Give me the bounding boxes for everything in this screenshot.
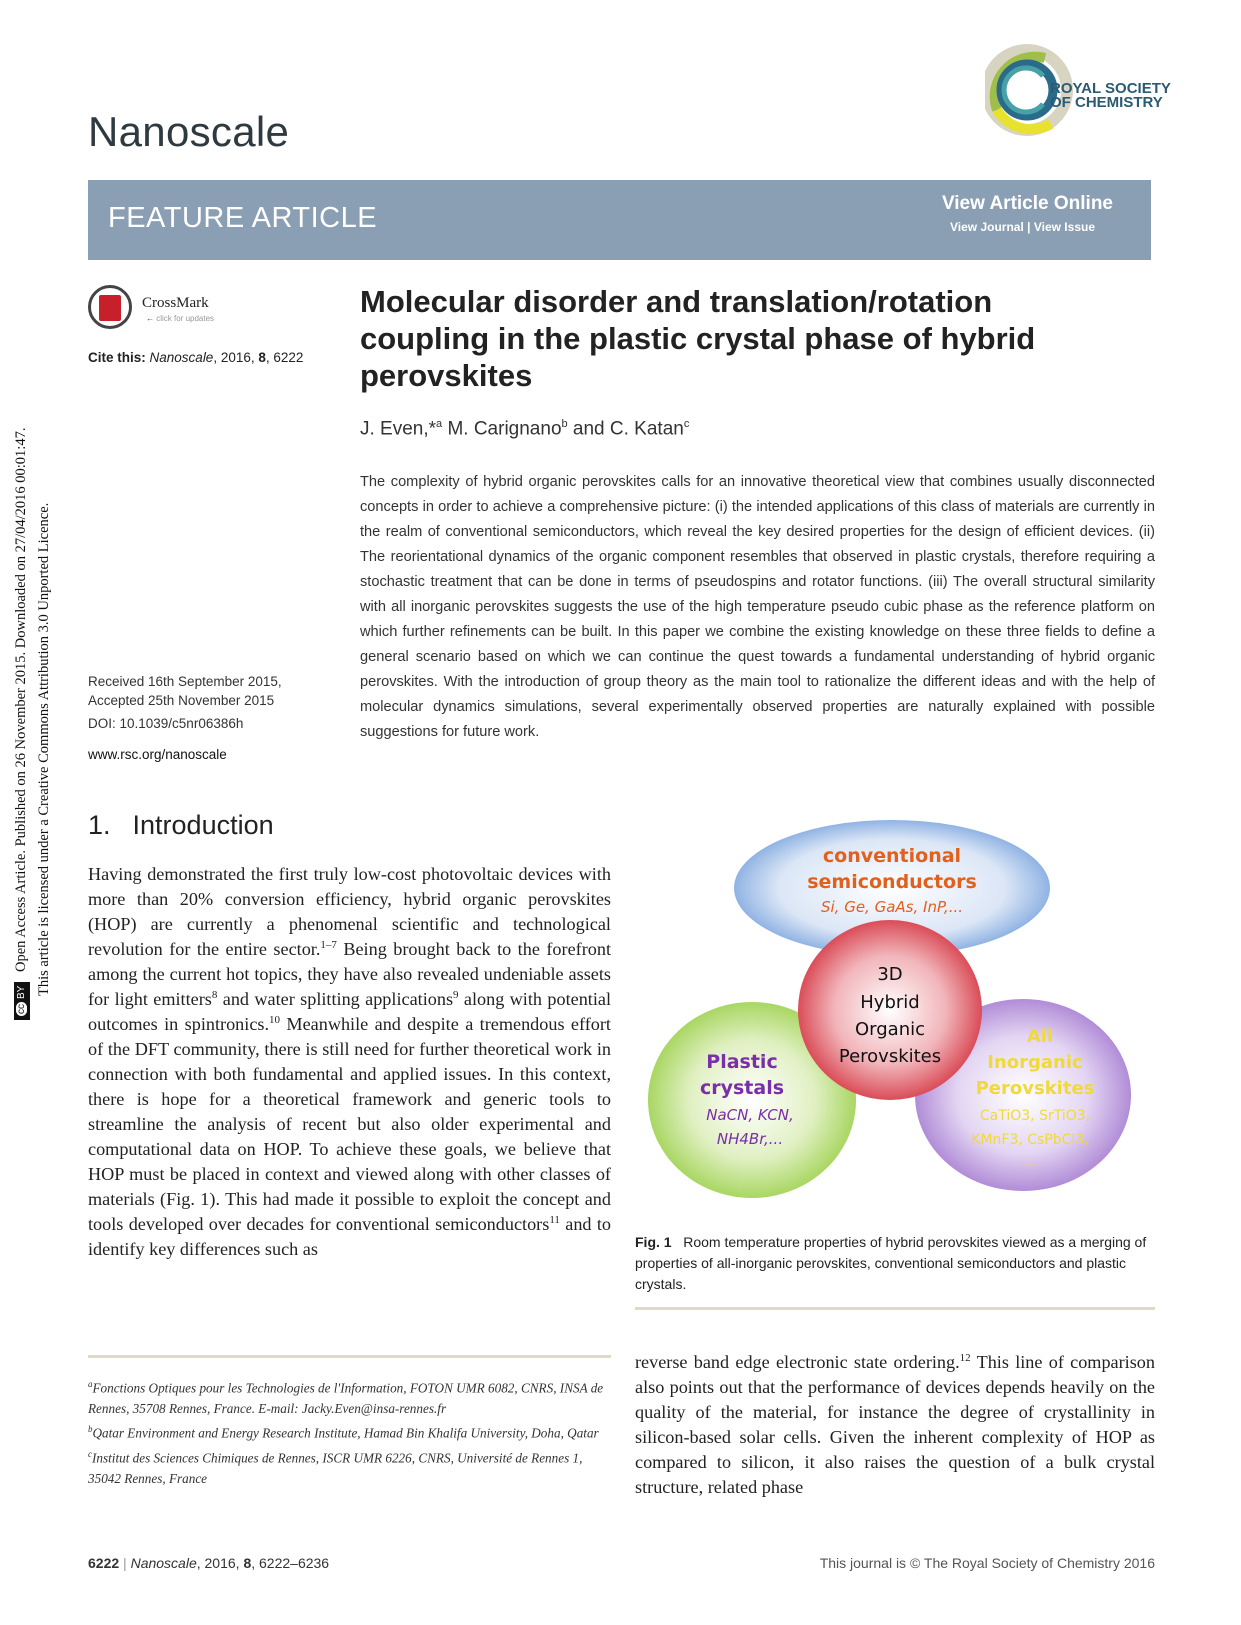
crossmark-label: CrossMark [142,295,209,311]
affiliation-sup: b [88,1424,93,1435]
cite-volume: 8 [258,350,266,365]
left-bubble-title-1: Plastic [706,1051,778,1073]
abstract: The complexity of hybrid organic perovskites calls for an innovative theoretical view that combines usually disconnected concepts in order to achieve a comprehensive picture: (i) the intended applications of this class of materials are currently in the realm of conventional semiconductors, which reveal the key desired properties for the design of efficient devices. (ii) The reorientational dynamics of the organic component resembles that observed in plastic crystals, therefore requiring a stochastic treatment that can be done in terms of pseudospins and rotator functions. (iii) The overall structural similarity with all inorganic perovskites suggests the use of the high temperature pseudo cubic phase as the reference platform on which further refinements can be built. In this paper we combine the existing knowledge on these three fields to define a general scenario based on which we can continue the quest towards a fundamental understanding of hybrid organic perovskites. With the introduction of group theory as the main tool to rationalize the different ideas and with the help of molecular dynamics simulations, several experimentally observed properties are naturally explained with possible suggestions for future work. [360,474,1155,740]
cite-this [88,350,303,365]
view-links [950,220,1095,234]
text-run: along with potential outcomes in spintronics. [88,989,612,1034]
intro-paragraph [88,862,611,1262]
received-date: Received 16th September 2015, [88,674,282,689]
author-affil-sup: c [683,418,690,430]
top-bubble-examples: Si, Ge, GaAs, InP,... [820,898,964,916]
text-run: Being brought back to the forefront among the current hot topics, they have also revealed undeniable assets for light emitters [88,939,611,1009]
left-bubble-examples-2: NH4Br,... [716,1130,784,1148]
citation-ref[interactable]: 1–7 [320,938,337,951]
author-affil-sup: b [561,418,568,430]
rsc-wordmark-line1: ROYAL SOCIETY [1050,80,1171,97]
doi[interactable]: DOI: 10.1039/c5nr06386h [88,716,244,731]
left-bubble-examples-1: NaCN, KCN, [706,1106,794,1124]
center-bubble-line-3: Organic [854,1019,926,1040]
author-affil-sup: a [436,418,443,430]
cc-badge-label: cc [15,1004,27,1014]
affiliation-text: Qatar Environment and Energy Research Institute, Hamad Bin Khalifa University, Doha, Qatar [92,1425,599,1441]
right-bubble-examples-1: CaTiO3, SrTiO3, [979,1108,1091,1124]
author-carignano: M. Carignano [442,418,562,440]
figure-divider [635,1307,1155,1310]
citation-ref[interactable]: 11 [549,1213,560,1226]
center-bubble-line-2: Hybrid [860,992,920,1013]
footer-journal: Nanoscale [130,1555,197,1571]
caption-label: Fig. 1 [635,1234,672,1250]
right-bubble-examples-2: KMnF3, CsPbCl3, [971,1132,1089,1148]
affiliation-sup: a [88,1379,93,1389]
rsc-wordmark-line2: OF CHEMISTRY [1050,94,1163,111]
figure-1-caption [635,1232,1155,1295]
top-bubble-title-2: semiconductors [807,871,977,893]
page-footer-left [88,1555,329,1571]
text-run: reverse band edge electronic state ordering. [635,1352,960,1372]
affiliation-c [88,1444,611,1489]
author-katan: and C. Katan [567,418,684,440]
logo-c-mark [1004,68,1043,112]
open-access-notice [10,20,56,1020]
crossmark-icon [88,285,132,329]
by-badge-label: BY [15,985,27,999]
affiliation-a [88,1374,611,1419]
logo-ring-inner [1001,64,1053,116]
article-type-label: FEATURE ARTICLE [108,202,378,234]
section-number: 1. [88,810,111,840]
intro-paragraph-continued [635,1350,1155,1500]
top-bubble-title-1: conventional [822,845,962,867]
crossmark-button[interactable] [88,285,228,337]
right-bubble-title-3: Perovskites [975,1078,1095,1099]
author-even: J. Even,* [360,418,437,440]
view-article-online-link[interactable]: View Article Online [941,193,1113,214]
journal-url[interactable]: www.rsc.org/nanoscale [88,747,227,762]
publication-notice: Open Access Article. Published on 26 November 2015. Downloaded on 27/04/2016 00:01:47. [13,427,29,973]
affiliation-text: Fonctions Optiques pour les Technologies de l'Information, FOTON UMR 6082, CNRS, INSA de Rennes, 35708 Rennes, France. E-mail: Jacky.Even@insa-rennes.fr [88,1380,604,1417]
history-dates [88,672,282,710]
crossmark-sub: ← click for updates [146,314,215,323]
right-bubble-title-1: All [1026,1026,1054,1047]
view-issue-link[interactable]: View Issue [1033,220,1095,234]
footer-pages: , 6222–6236 [251,1555,330,1571]
journal-title: Nanoscale [88,108,290,155]
center-bubble-line-4: Perovskites [838,1046,942,1067]
footer-volume: 8 [243,1555,252,1571]
right-bubble-examples-3: ... [1021,1154,1035,1170]
crossmark-sub-text: click for updates [156,314,215,323]
copyright-notice: This journal is © The Royal Society of Chemistry 2016 [819,1555,1155,1571]
right-bubble-title-2: Inorganic [987,1052,1083,1073]
section-heading [88,810,274,841]
text-run: Meanwhile and despite a tremendous effort of the DFT community, there is still need for further theoretical work in connection with both fundamental and applied issues. In this context, there is hope for a theoretical framework and generic tools to streamline the analysis of recent but also older experimental and computational data on HOP. To achieve these goals, we believe that HOP must be placed in context and viewed along with other classes of materials (Fig. 1). This had made it possible to exploit the concept and tools developed over decades for conventional semiconductors [88,1014,611,1234]
article-title: Molecular disorder and translation/rotation coupling in the plastic crystal phase of hybrid perovskites [360,284,1036,393]
cite-year: , 2016, [213,350,259,365]
licence-line[interactable]: This article is licensed under a Creative Commons Attribution 3.0 Unported Licence. [36,502,52,996]
figure-1-diagram [640,820,1150,1220]
footnote-divider [88,1355,611,1358]
page-number: 6222 [88,1555,120,1571]
affiliation-sup: c [88,1448,92,1459]
caption-text: Room temperature properties of hybrid perovskites viewed as a merging of properties of all-inorganic perovskites, conventional semiconductors and plastic crystals. [635,1234,1147,1292]
text-run: Having demonstrated the first truly low-cost photovoltaic devices with more than 20% conversion efficiency, hybrid organic perovskites (HOP) are currently a phenomenal scientific and technological revolution for the entire sector. [88,864,611,959]
open-access-line [10,20,33,1020]
citation-ref[interactable]: 12 [959,1351,971,1364]
section-title: Introduction [132,810,274,840]
center-bubble-line-1: 3D [877,964,903,985]
author-list [360,418,689,440]
view-links-separator: | [1027,220,1031,234]
left-bubble-title-2: crystals [699,1077,785,1099]
footer-year: , 2016, [196,1555,244,1571]
text-run: and to identify key differences such as [88,1214,611,1259]
affiliation-b [88,1419,611,1443]
view-journal-link[interactable]: View Journal [949,220,1024,234]
footer-separator: | [123,1555,127,1571]
feature-banner [88,180,1151,260]
citation-ref[interactable]: 9 [453,988,459,1001]
affiliation-footnotes [88,1374,611,1489]
text-run: This line of comparison also points out that the performance of devices depends heavily on the quality of the material, for instance the degree of crystallinity in silicon-based solar cells. Given the inherent complexity of HOP as compared to silicon, it also raises the question of a bulk crystal structure, related phase [635,1352,1155,1497]
citation-ref[interactable]: 10 [269,1013,281,1026]
affiliation-text: Institut des Sciences Chimiques de Rennes, ISCR UMR 6226, CNRS, Université de Rennes 1, 35042 Rennes, France [88,1450,583,1487]
accepted-date: Accepted 25th November 2015 [88,693,275,708]
cite-prefix: Cite this: [88,350,146,365]
cite-journal: Nanoscale [149,350,214,365]
rsc-wordmark [1050,82,1171,110]
citation-ref[interactable]: 8 [211,988,218,1001]
text-run: and water splitting applications [217,989,454,1009]
cite-page: , 6222 [265,350,304,365]
cc-by-badge [14,982,30,1020]
